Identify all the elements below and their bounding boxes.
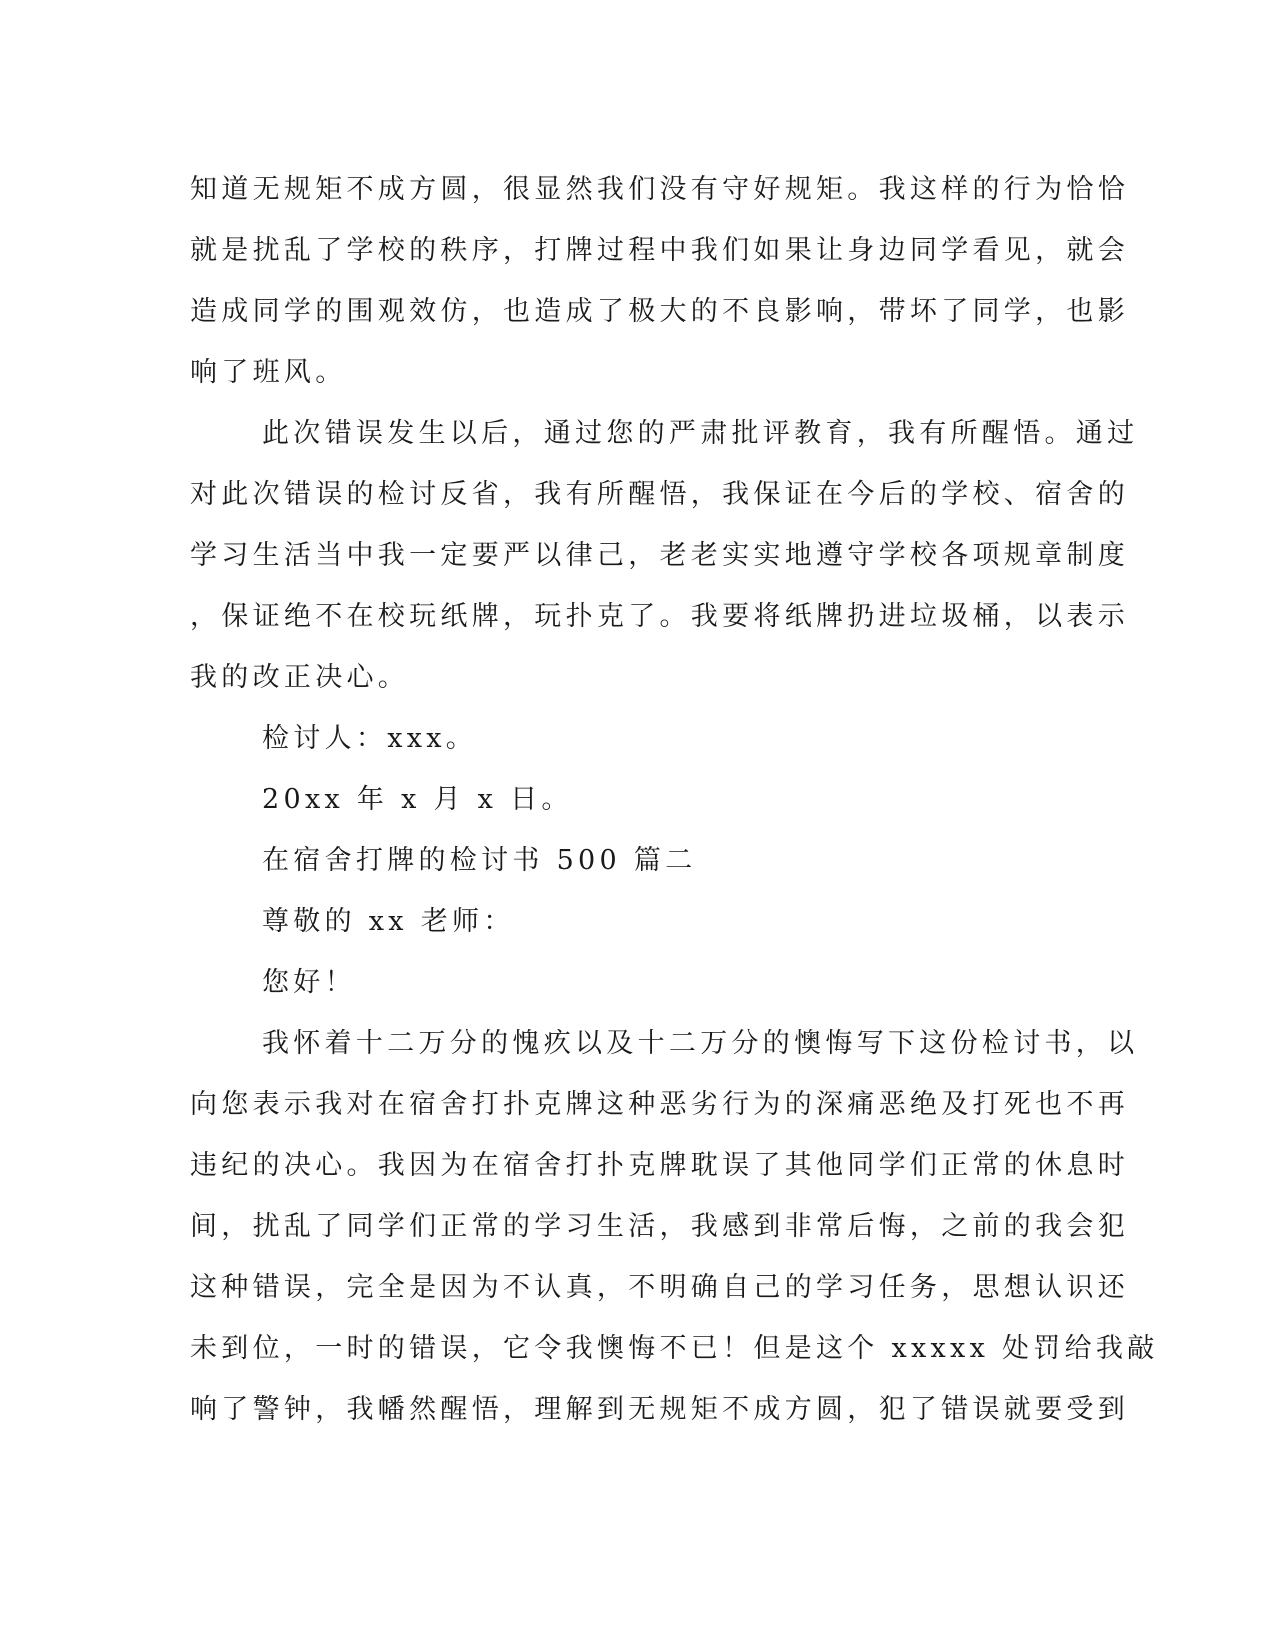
body-line: 学习生活当中我一定要严以律己，老老实实地遵守学校各项规章制度 bbox=[190, 540, 1129, 571]
body-line: 间，扰乱了同学们正常的学习生活，我感到非常后悔，之前的我会犯 bbox=[190, 1211, 1129, 1242]
paragraph-start-line: 我怀着十二万分的愧疚以及十二万分的懊悔写下这份检讨书，以 bbox=[262, 1028, 1139, 1059]
body-line: 这种错误，完全是因为不认真，不明确自己的学习任务，思想认识还 bbox=[190, 1272, 1129, 1303]
paragraph-start-line: 此次错误发生以后，通过您的严肃批评教育，我有所醒悟。通过 bbox=[262, 418, 1139, 449]
date-line: 20xx 年 x 月 x 日。 bbox=[262, 784, 573, 815]
greeting: 您好！ bbox=[262, 967, 356, 998]
body-line: 响了警钟，我幡然醒悟，理解到无规矩不成方圆，犯了错误就要受到 bbox=[190, 1394, 1129, 1425]
body-line: 知道无规矩不成方圆，很显然我们没有守好规矩。我这样的行为恰恰 bbox=[190, 174, 1129, 205]
body-line: 响了班风。 bbox=[190, 357, 347, 388]
salutation: 尊敬的 xx 老师： bbox=[262, 906, 515, 937]
body-line: 未到位，一时的错误，它令我懊悔不已！但是这个 xxxxx 处罚给我敲 bbox=[190, 1333, 1159, 1364]
body-line: 我的改正决心。 bbox=[190, 662, 410, 693]
body-line: 向您表示我对在宿舍打扑克牌这种恶劣行为的深痛恶绝及打死也不再 bbox=[190, 1089, 1129, 1120]
body-line: 就是扰乱了学校的秩序，打牌过程中我们如果让身边同学看见，就会 bbox=[190, 235, 1129, 266]
section-title: 在宿舍打牌的检讨书 500 篇二 bbox=[262, 845, 697, 876]
body-line: ，保证绝不在校玩纸牌，玩扑克了。我要将纸牌扔进垃圾桶，以表示 bbox=[190, 601, 1129, 632]
body-line: 造成同学的围观效仿，也造成了极大的不良影响，带坏了同学，也影 bbox=[190, 296, 1129, 327]
body-line: 违纪的决心。我因为在宿舍打扑克牌耽误了其他同学们正常的休息时 bbox=[190, 1150, 1129, 1181]
body-line: 对此次错误的检讨反省，我有所醒悟，我保证在今后的学校、宿舍的 bbox=[190, 479, 1129, 510]
signature-line: 检讨人：xxx。 bbox=[262, 723, 478, 754]
